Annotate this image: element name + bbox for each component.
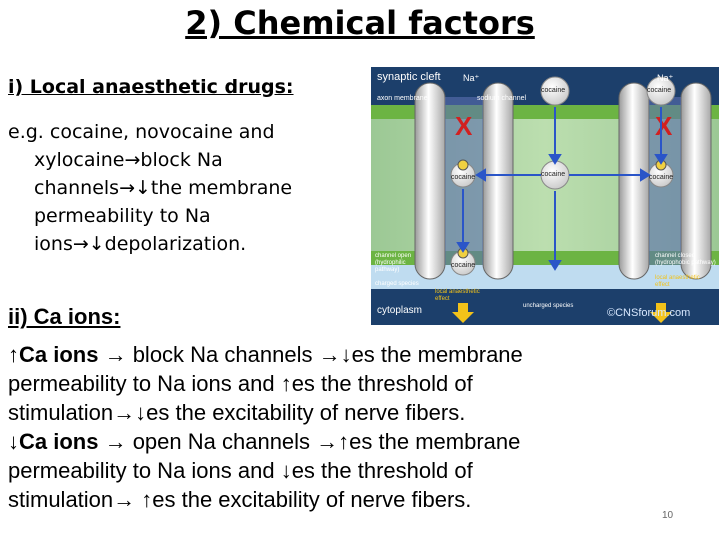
section-i-line: ions→↓depolarization.	[34, 233, 247, 255]
channel-closed-label: channel closed (hydrophobic pathway)	[655, 253, 716, 266]
copyright-label: ©CNSforum.com	[607, 307, 691, 319]
axon-membrane-label: axon membrane	[377, 95, 428, 102]
cocaine-label: cocaine	[649, 174, 674, 181]
cocaine-label: cocaine	[451, 174, 476, 181]
ca-decrease-text: → open Na channels →↑es the membrane	[98, 429, 521, 454]
cytoplasm-label: cytoplasm	[377, 305, 423, 316]
section-ii-line: stimulation→ ↑es the excitability of nerve fibers.	[8, 487, 472, 512]
section-i-line: xylocaine→block Na	[34, 149, 223, 171]
sodium-ion-label: Na⁺	[657, 73, 674, 83]
ca-increase-term: ↑Ca ions	[8, 342, 99, 367]
section-ii-line: permeability to Na ions and ↑es the threshold of	[8, 371, 473, 396]
uncharged-species-label: uncharged species	[523, 303, 574, 309]
ca-increase-text: → block Na channels →↓es the membrane	[98, 342, 523, 367]
ca-decrease-term: ↓Ca ions	[8, 429, 99, 454]
sodium-ion-label: Na⁺	[463, 73, 480, 83]
synaptic-cleft-label: synaptic cleft	[377, 71, 441, 83]
section-ii-line: permeability to Na ions and ↓es the threshold of	[8, 458, 473, 483]
page-number: 10	[662, 510, 674, 521]
section-i-heading: i) Local anaesthetic drugs:	[8, 76, 294, 98]
section-ii-line	[8, 340, 523, 369]
section-ii-line	[8, 427, 520, 456]
charge-plus-icon	[458, 160, 468, 170]
charged-species-label: charged species	[375, 281, 419, 287]
cocaine-label: cocaine	[541, 171, 566, 178]
section-ii-line: stimulation→↓es the excitability of nerve fibers.	[8, 400, 466, 425]
sodium-channel-figure	[371, 67, 719, 325]
section-i-body	[8, 118, 368, 258]
cocaine-label: cocaine	[647, 87, 672, 94]
block-x-mark-left: X	[455, 111, 473, 141]
local-anaesthetic-effect-label: local anaesthetic effect	[435, 289, 480, 302]
cocaine-label: cocaine	[451, 262, 476, 269]
section-i-line: permeability to Na	[34, 205, 211, 227]
sodium-channel-label: sodium channel	[477, 95, 527, 102]
cocaine-label: cocaine	[541, 87, 566, 94]
slide-title: 2) Chemical factors	[185, 4, 535, 42]
block-x-mark-right: X	[655, 111, 673, 141]
section-ii-heading: ii) Ca ions:	[8, 304, 121, 329]
section-i-line: channels→↓the membrane	[34, 177, 293, 199]
section-i-line: e.g. cocaine, novocaine and	[8, 121, 275, 143]
channel-open-label: channel open (hydrophilic pathway)	[375, 253, 412, 273]
local-anaesthetic-effect-label: local anaesthetic effect	[655, 275, 700, 288]
